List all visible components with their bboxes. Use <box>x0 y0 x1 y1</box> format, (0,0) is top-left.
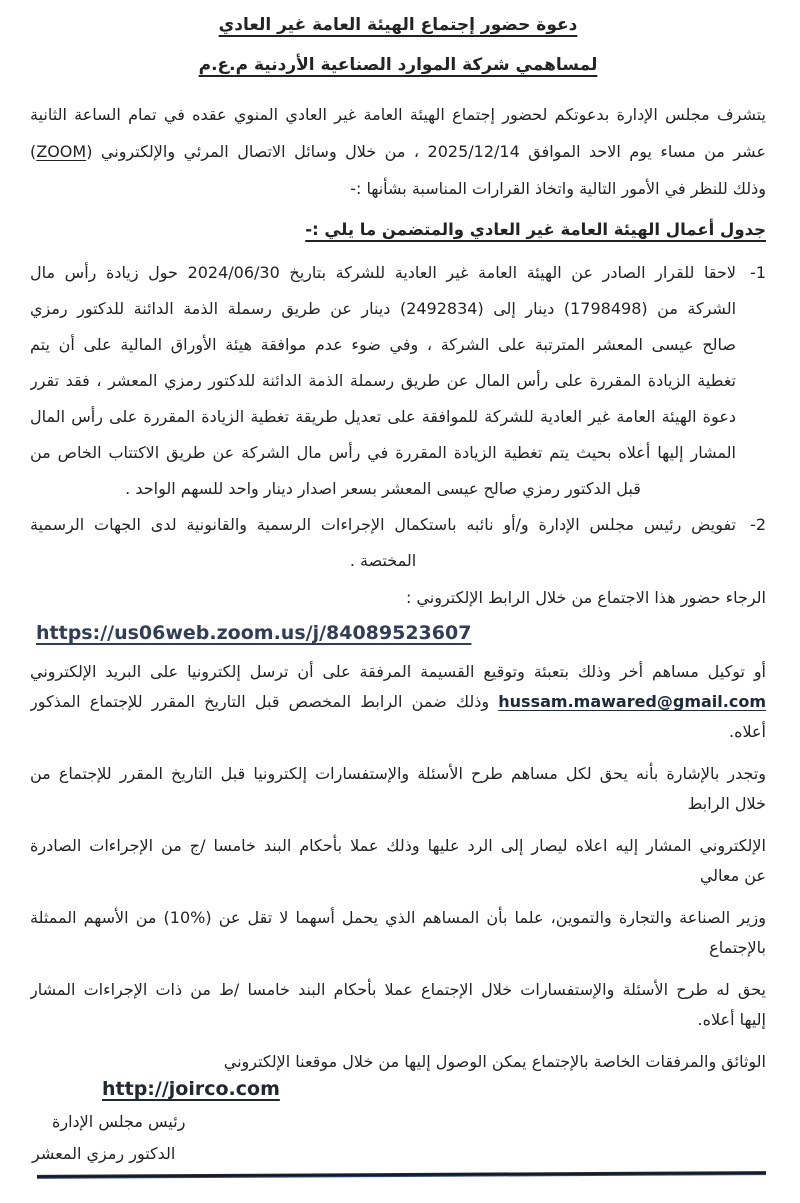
note-line: وزير الصناعة والتجارة والتموين، علما بأن المساهم الذي يحمل أسهما لا تقل عن (%10) من الأسهم الممثلة <box>30 908 766 927</box>
note-line: الإلكتروني المشار إليه اعلاه ليصار إلى الرد عليها وذلك عملا بأحكام البند خامسا /ج من الإجراءات الصادرة <box>30 836 766 855</box>
zoom-meeting-link[interactable]: https://us06web.zoom.us/j/84089523607 <box>36 622 472 644</box>
intro-line: وذلك للنظر في الأمور التالية واتخاذ القرارات المناسبة بشأنها :- <box>350 179 766 198</box>
intro-line-text: ) <box>30 142 37 161</box>
item-body <box>30 507 736 579</box>
signature-role: رئيس مجلس الإدارة <box>52 1112 186 1131</box>
company-subtitle: لمساهمي شركة الموارد الصناعية الأردنية م.ع.م <box>198 55 598 75</box>
company-website-link[interactable]: http://joirco.com <box>102 1078 280 1100</box>
intro-line <box>30 133 766 170</box>
signature-rule <box>37 1171 766 1179</box>
item-line: لاحقا للقرار الصادر عن الهيئة العامة غير العادية للشركة بتاريخ 2024/06/30 حول زيادة رأس مال <box>30 263 736 282</box>
item-line: تغطية الزيادة المقررة على رأس المال عن طريق رسملة الذمة الدائنة للدكتور رمزي المعشر ، فقد تقرر <box>30 371 736 390</box>
note-line: بالإجتماع <box>709 938 766 957</box>
agenda-item-2 <box>30 507 766 579</box>
proxy-paragraph <box>30 657 766 747</box>
proxy-line: أو توكيل مساهم أخر وذلك بتعبئة وتوقيع القسيمة المرفقة على أن ترسل إلكترونيا على البريد الإلكتروني <box>30 662 766 681</box>
item-number: 2- <box>750 515 766 534</box>
proxy-line <box>30 687 766 717</box>
proxy-line: أعلاه. <box>728 722 766 741</box>
intro-line: يتشرف مجلس الإدارة بدعوتكم لحضور إجتماع الهيئة العامة غير العادي المنوي عقده في تمام الساعة الثانية <box>30 105 766 124</box>
attend-note <box>30 585 766 611</box>
item-line: قبل الدكتور رمزي صالح عيسى المعشر بسعر اصدار دينار واحد للسهم الواحد . <box>125 479 641 498</box>
note-line: يحق له طرح الأسئلة والإستفسارات خلال الإجتماع عملا بأحكام البند خامسا /ط من ذات الإجراءات المشار <box>30 980 766 999</box>
zoom-label: ZOOM <box>36 142 87 161</box>
item-line: المختصة . <box>349 551 417 570</box>
note-paragraph <box>30 975 766 1035</box>
intro-line-text: عشر من مساء يوم الاحد الموافق 2025/12/14 ، من خلال وسائل الاتصال المرئي والإلكتروني ( <box>86 142 766 161</box>
note-line: خلال الرابط <box>687 794 766 813</box>
proxy-line-text: وذلك ضمن الرابط المخصص قبل التاريخ المقرر للإجتماع المذكور <box>30 692 499 711</box>
item-line: المشار إليها أعلاه بحيث يتم تغطية الزيادة المقررة في رأس مال الشركة عن طريق الاكتتاب الخاص من <box>30 443 736 462</box>
note-paragraph <box>30 831 766 891</box>
item-line: الشركة من (1798498) دينار إلى (2492834) دينار عن طريق رسملة الذمة الدائنة للدكتور رمزي <box>30 299 736 318</box>
documents-note-text: الوثائق والمرفقات الخاصة بالإجتماع يمكن الوصول إليها من خلال موقعنا الإلكتروني <box>223 1052 766 1071</box>
item-number: 1- <box>750 263 766 282</box>
page-title: دعوة حضور إجتماع الهيئة العامة غير العادي <box>218 15 578 35</box>
item-line: تفويض رئيس مجلس الإدارة و/أو نائبه باستكمال الإجراءات الرسمية والقانونية لدى الجهات الرسمية <box>30 515 736 534</box>
note-line: عن معالي <box>699 866 766 885</box>
note-line: وتجدر بالإشارة بأنه يحق لكل مساهم طرح الأسئلة والإستفسارات إلكترونيا قبل التاريخ المقرر للإجتماع من <box>30 764 766 783</box>
documents-note <box>30 1049 766 1103</box>
agenda-heading: جدول أعمال الهيئة العامة غير العادي والمتضمن ما يلي :- <box>305 220 766 239</box>
item-line: دعوة الهيئة العامة غير العادية للشركة للموافقة على تعديل طريقة تغطية الزيادة المقررة على رأس المال <box>30 407 736 426</box>
intro-paragraph <box>30 96 766 207</box>
proxy-email-link[interactable]: hussam.mawared@gmail.com <box>498 692 766 711</box>
note-line: إليها أعلاه. <box>697 1010 766 1029</box>
attend-note-text: الرجاء حضور هذا الاجتماع من خلال الرابط الإلكتروني : <box>405 588 766 607</box>
item-line: صالح عيسى المعشر المترتبة على الشركة ، وفي ضوء عدم موافقة هيئة الأوراق المالية على أن يتم <box>30 335 736 354</box>
note-paragraph <box>30 759 766 819</box>
note-paragraph <box>30 903 766 963</box>
agenda-item-1 <box>30 255 766 507</box>
signature-name: الدكتور رمزي المعشر <box>32 1144 176 1163</box>
item-body <box>30 255 736 507</box>
